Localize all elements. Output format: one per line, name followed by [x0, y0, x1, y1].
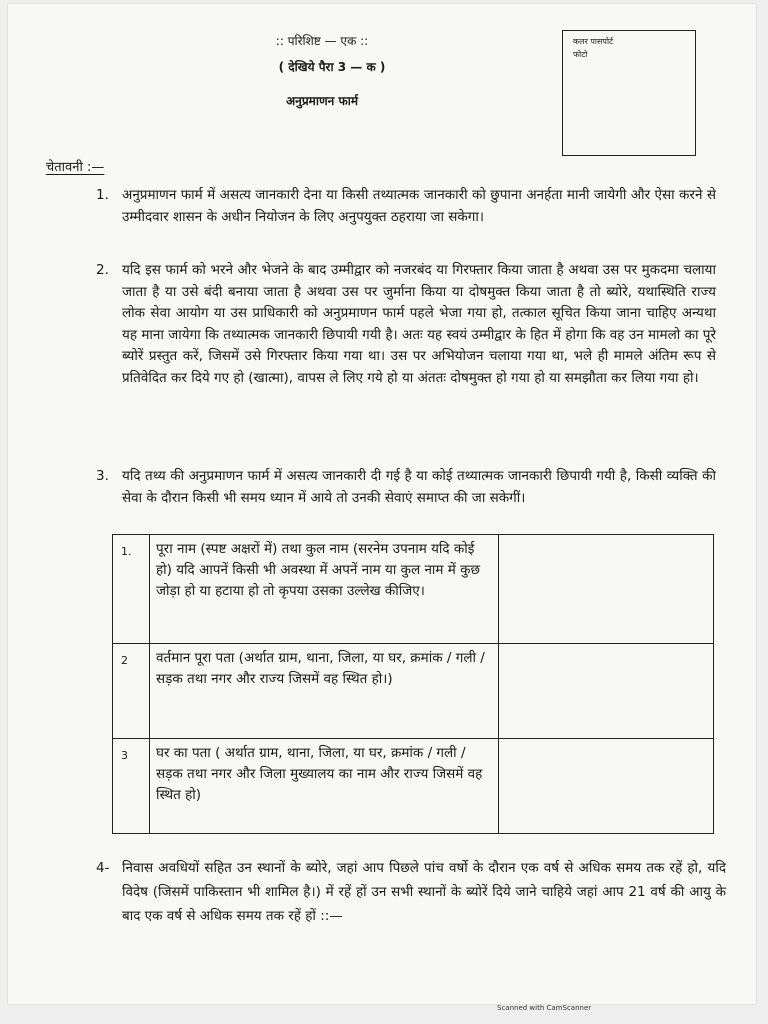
photo-label-line2: फोटो — [573, 50, 588, 59]
item-4-paragraph — [96, 856, 726, 928]
row-number: 2 — [113, 644, 150, 739]
row-question: वर्तमान पूरा पता (अर्थात ग्राम, थाना, जिला, या घर, क्रमांक / गली / सड़क तथा नगर और राज्य जिसमें वह स्थित हो।) — [150, 644, 499, 739]
photo-label-line1: कलर पासपोर्ट — [573, 37, 614, 46]
row-number: 3 — [113, 739, 150, 834]
paragraph-number: 3. — [96, 468, 109, 484]
paragraph-number: 1. — [96, 187, 109, 203]
paragraph-number: 4- — [96, 860, 110, 876]
table-row — [113, 535, 714, 644]
photo-box-label — [563, 31, 695, 61]
warning-paragraph-1 — [96, 185, 716, 228]
current-address-answer-field[interactable] — [499, 644, 714, 739]
paragraph-text: यदि तथ्य की अनुप्रमाणन फार्म में असत्य जानकारी दी गई है या कोई तथ्यात्मक जानकारी छिपायी गयी है, किसी व्यक्ति की सेवा के दौरान किसी भी समय ध्यान में आये तो उनकी सेवाएं समाप्त की जा सकेगीं। — [122, 468, 716, 506]
warning-paragraph-2 — [96, 260, 716, 389]
appendix-heading: :: परिशिष्ट — एक :: — [275, 34, 369, 48]
row-question: घर का पता ( अर्थात ग्राम, थाना, जिला, या घर, क्रमांक / गली / सड़क तथा नगर और जिला मुख्यालय का नाम और राज्य जिसमें वह स्थित हो) — [150, 739, 499, 834]
form-title: अनुप्रमाणन फार्म — [286, 94, 358, 108]
row-question: पूरा नाम (स्पष्ट अक्षरों में) तथा कुल नाम (सरनेम उपनाम यदि कोई हो) यदि आपनें किसी भी अवस्था में अपनें नाम या कुल नाम में कुछ जोड़ा हो या हटाया हो तो कृपया उसका उल्लेख कीजिए। — [150, 535, 499, 644]
home-address-answer-field[interactable] — [499, 739, 714, 834]
table-row — [113, 644, 714, 739]
warning-heading: चेतावनी :— — [46, 160, 105, 175]
full-name-answer-field[interactable] — [499, 535, 714, 644]
paragraph-text: अनुप्रमाणन फार्म में असत्य जानकारी देना या किसी तथ्यात्मक जानकारी को छुपाना अनर्हता मानी जायेगी और ऐसा करने से उम्मीदवार शासन के अधीन नियोजन के लिए अनुपयुक्त ठहराया जा सकेगा। — [122, 187, 716, 225]
see-para-reference: ( देखिये पैरा 3 — क ) — [278, 60, 386, 74]
row-number: 1. — [113, 535, 150, 644]
applicant-details-table — [112, 534, 714, 834]
paragraph-text: यदि इस फार्म को भरने और भेजने के बाद उम्मीद्वार को नजरबंद या गिरफ्तार किया जाता है अथवा उस पर मुकदमा चलाया जाता है या उसे बंदी बनाया जाता है अथवा उस पर जुर्माना किया या दोषमुक्त किया जाता है तो ब्योरे, यथास्थिति राज्य लोक सेवा आयोग या उस प्राधिकारी को अनुप्रमाणन फार्म पहले भेजा गया हो, तत्काल सूचित किया जाना चाहिए अन्यथा यह माना जायेगा कि तथ्यात्मक जानकारी छिपायी गयी है। अतः यह स्वयं उम्मीद्वार के हित में होगा कि वह उन मामलो का पूरे ब्योरें प्रस्तुत करें, जिसमें उसे गिरफ्तार किया गया था। उस पर अभियोजन चलाया गया था, भले ही मामले अंतिम रूप से प्रतिवेदित कर दिये गए हो (खात्मा), वापस ले लिए गये हो या अंततः दोषमुक्त हो गया हो या समझौता कर लिया गया हो। — [122, 262, 716, 386]
warning-paragraph-3 — [96, 466, 716, 509]
paragraph-number: 2. — [96, 262, 109, 278]
passport-photo-box — [562, 30, 696, 156]
table-row — [113, 739, 714, 834]
document-page — [8, 4, 756, 1004]
scanner-watermark: Scanned with CamScanner — [497, 1004, 592, 1012]
paragraph-text: निवास अवधियों सहित उन स्थानों के ब्योरे, जहां आप पिछले पांच वर्षो के दौरान एक वर्ष से अधिक समय तक रहें हो, यदि विदेष (जिसमें पाकिस्तान भी शामिल है।) में रहें हों उन सभी स्थानों के ब्योरें दिये जाने चाहिये जहां आप 21 वर्ष की आयु के बाद एक वर्ष से अधिक समय तक रहें हों ::— — [122, 860, 726, 924]
